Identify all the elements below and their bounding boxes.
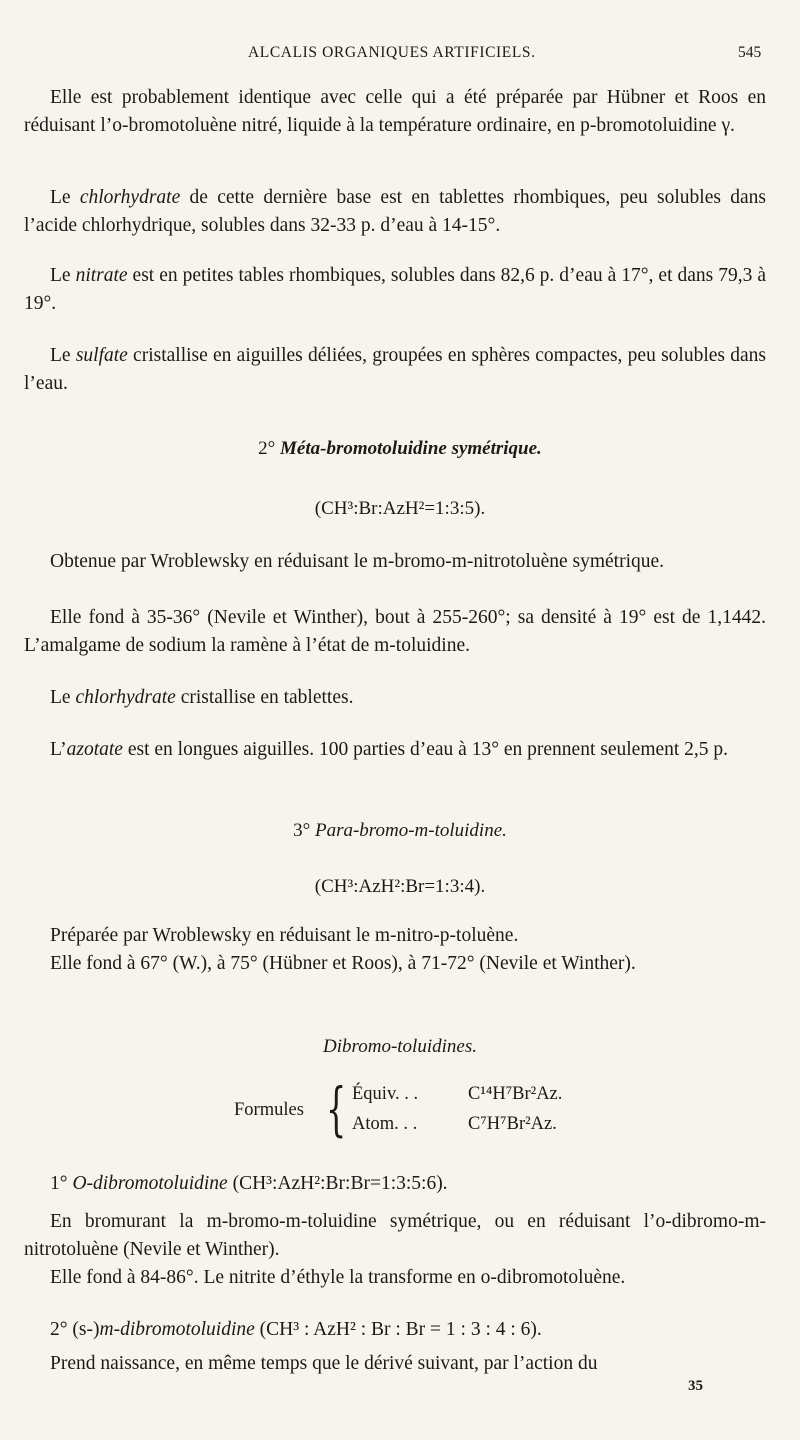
page-number: 545 — [738, 44, 762, 61]
section-heading-dibromo-toluidines: Dibromo-toluidines. — [323, 1036, 477, 1057]
paragraph-m-dibromotoluidine: 2° (s-)m-dibromotoluidine (CH³ : AzH² : Br : Br = 1 : 3 : 4 : 6). — [50, 1319, 542, 1340]
brace-glyph: { — [326, 1075, 347, 1143]
running-title: ALCALIS ORGANIQUES ARTIFICIELS. — [248, 44, 536, 61]
formulas-block — [234, 1075, 614, 1148]
paragraph-nitrate: Le nitrate est en petites tables rhombiques, solubles dans 82,6 p. d’eau à 17°, et dans 79,3 à 19°. — [24, 265, 766, 314]
formula-para-bromo-m-toluidine: (CH³:AzH²:Br=1:3:4). — [314, 876, 486, 897]
section-heading-meta-bromotoluidine: 2° Méta-bromotoluidine symétrique. — [258, 438, 542, 459]
paragraph-preparee: Préparée par Wroblewsky en réduisant le m-nitro-p-toluène. — [50, 925, 519, 946]
formula-equiv-label: Équiv. . . — [352, 1084, 419, 1104]
section-heading-para-bromo-m-toluidine: 3° Para-bromo-m-toluidine. — [293, 820, 507, 841]
paragraph-prend-naissance: Prend naissance, en même temps que le dérivé suivant, par l’action du — [50, 1353, 598, 1374]
page-header — [0, 44, 800, 68]
paragraph-chlorhydrate-2: Le chlorhydrate cristallise en tablettes. — [50, 687, 354, 708]
signature-mark: 35 — [688, 1378, 703, 1394]
formulas-label: Formules — [234, 1100, 304, 1120]
formula-atom-value: C⁷H⁷Br²Az. — [468, 1114, 557, 1134]
paragraph-sulfate: Le sulfate cristallise en aiguilles déliées, groupées en sphères compactes, peu solubles dans l’eau. — [24, 345, 766, 394]
paragraph-elle-fond: Elle fond à 35-36° (Nevile et Winther), bout à 255-260°; sa densité à 19° est de 1,1442. L’amalgame de sodium la ramène à l’état de m-toluidine. — [24, 607, 766, 656]
formula-atom-label: Atom. . . — [352, 1114, 418, 1134]
paragraph-en-bromurant: En bromurant la m-bromo-m-toluidine symétrique, ou en réduisant l’o-dibromo-m-nitrotoluène (Nevile et Winther). — [24, 1211, 766, 1260]
paragraph-fond-67: Elle fond à 67° (W.), à 75° (Hübner et Roos), à 71-72° (Nevile et Winther). — [50, 953, 636, 974]
formula-equiv-value: C¹⁴H⁷Br²Az. — [468, 1084, 563, 1104]
paragraph-o-dibromotoluidine: 1° O-dibromotoluidine (CH³:AzH²:Br:Br=1:3:5:6). — [50, 1173, 448, 1194]
paragraph-chlorhydrate: Le chlorhydrate de cette dernière base est en tablettes rhombiques, peu solubles dans l’acide chlorhydrique, solubles dans 32-33 p. d’eau à 14-15°. — [24, 187, 766, 236]
paragraph-fond-84: Elle fond à 84-86°. Le nitrite d’éthyle la transforme en o-dibromotoluène. — [50, 1267, 626, 1288]
formula-meta-bromotoluidine: (CH³:Br:AzH²=1:3:5). — [314, 498, 486, 519]
paragraph-azotate: L’azotate est en longues aiguilles. 100 parties d’eau à 13° en prennent seulement 2,5 p. — [50, 739, 729, 760]
paragraph-obtenue: Obtenue par Wroblewsky en réduisant le m-bromo-m-nitrotoluène symétrique. — [50, 551, 665, 572]
paragraph-identity: Elle est probablement identique avec celle qui a été préparée par Hübner et Roos en réduisant l’o-bromotoluène nitré, liquide à la température ordinaire, en p-bromotoluidine γ. — [24, 87, 766, 136]
